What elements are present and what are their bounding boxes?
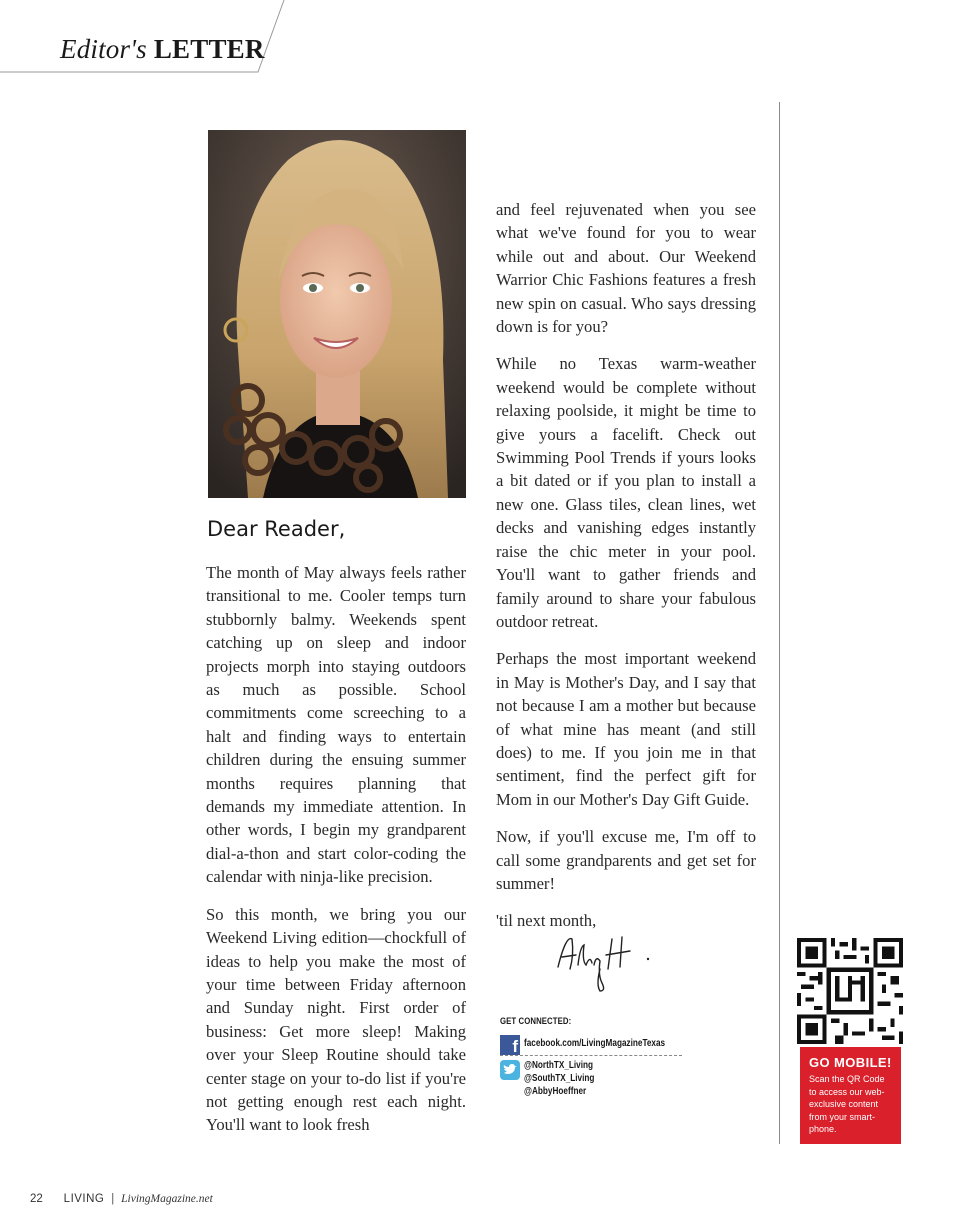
letter-paragraph: Now, if you'll excuse me, I'm off to call some grandparents and get set for summer!	[496, 827, 756, 893]
section-title-italic: Editor's	[60, 34, 147, 64]
letter-paragraph: While no Texas warm-weather weekend would be complete without relaxing poolside, it might be time to give yours a facelift. Check out Swimming Pool Trends if yours looks a bit dated or if you plan to install a new one. Glass tiles, clean lines, wet decks and vanishing edges instantly raise the chic meter in your pool. You'll want to gather friends and family around to share your fabulous outdoor retreat.	[496, 354, 756, 631]
footer-separator: |	[111, 1193, 115, 1205]
facebook-link-row[interactable]	[500, 1033, 682, 1056]
social-connect	[500, 1016, 682, 1100]
salutation: Dear Reader,	[207, 517, 346, 541]
footer-brand: LIVING	[63, 1193, 105, 1205]
section-title-bold: LETTER	[153, 34, 265, 64]
letter-paragraph: and feel rejuvenated when you see what we've found for you to wear while out and about. Our Weekend Warrior Chic Fashions features a fresh new spin on casual. Who says dressing down is for you?	[496, 200, 756, 337]
editor-portrait-photo	[208, 130, 466, 498]
twitter-icon	[500, 1060, 520, 1080]
twitter-handle[interactable]: @AbbyHoeffner	[524, 1086, 587, 1097]
section-title	[60, 34, 265, 65]
connect-title: GET CONNECTED:	[500, 1016, 572, 1027]
column-divider	[779, 102, 780, 1144]
qr-code[interactable]	[797, 938, 903, 1044]
letter-column-left	[206, 561, 466, 1151]
editor-signature	[540, 925, 660, 995]
footer-website[interactable]: LivingMagazine.net	[121, 1193, 213, 1205]
twitter-handles-row	[500, 1058, 682, 1100]
facebook-url[interactable]: facebook.com/LivingMagazineTexas	[524, 1038, 666, 1049]
letter-paragraph: The month of May always feels rather transitional to me. Cooler temps turn stubbornly balmy. Weekends spent catching up on sleep and indoor projects morph into staying outdoors as much as possible. School commitments come screeching to a halt and finding ways to entertain children during the ensuing summer months requires planning that demands my immediate attention. In other words, I begin my grandparent dial-a-thon and start color-coding the calendar with ninja-like precision.	[206, 563, 466, 887]
go-mobile-title: GO MOBILE!	[809, 1055, 892, 1070]
page-number: 22	[30, 1193, 43, 1205]
page-footer	[30, 1193, 213, 1205]
letter-paragraph: Perhaps the most important weekend in May is Mother's Day, and I say that not because I am a mother but because of what mine has meant (and still does) to me. If you join me in that sentiment, find the perfect gift for Mom in our Mother's Day Gift Guide.	[496, 649, 756, 809]
go-mobile-text: Scan the QR Code to access our web-exclusive content from your smart-phone.	[809, 1074, 885, 1135]
letter-closing: 'til next month,	[496, 911, 597, 931]
twitter-handle[interactable]: @SouthTX_Living	[524, 1073, 595, 1084]
facebook-icon: f	[500, 1035, 520, 1055]
letter-column-right	[496, 198, 756, 947]
portrait-illustration	[208, 130, 466, 498]
letter-paragraph: So this month, we bring you our Weekend Living edition—chockfull of ideas to help you make the most of your time between Friday afternoon and Sunday night. First order of business: Get more sleep! Making over your Sleep Routine should take center stage on your to-do list if you're not getting enough rest each night. You'll want to look fresh	[206, 904, 466, 1135]
section-header-tab	[0, 0, 300, 80]
go-mobile-box	[800, 1047, 901, 1144]
twitter-handle[interactable]: @NorthTX_Living	[524, 1060, 594, 1071]
